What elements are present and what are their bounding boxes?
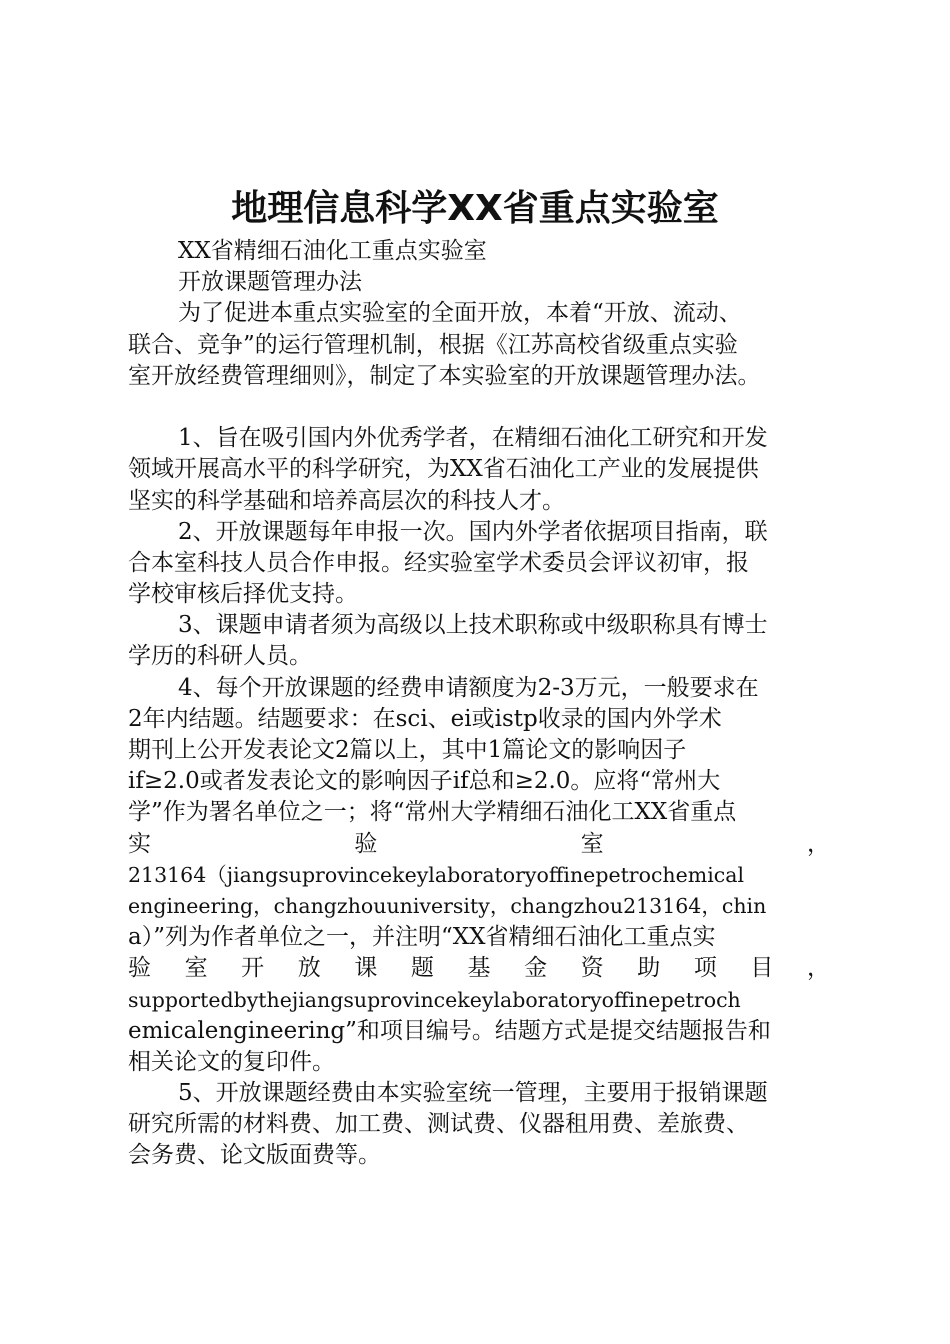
paragraph-line: 研究所需的材料费、加工费、测试费、仪器租用费、差旅费、: [128, 1111, 749, 1138]
paragraph-line: 213164（jiangsuprovincekeylaboratoryoffinepetrochemical: [128, 862, 745, 887]
paragraph-line: 2、开放课题每年申报一次。国内外学者依据项目指南，联: [178, 518, 768, 545]
subtitle-line: 开放课题管理办法: [178, 269, 362, 296]
paragraph-line: 坚实的科学基础和培养高层次的科技人才。: [128, 487, 565, 514]
paragraph-line: 3、课题申请者须为高级以上技术职称或中级职称具有博士: [178, 612, 768, 639]
paragraph-line: 会务费、论文版面费等。: [128, 1142, 381, 1169]
paragraph-line: 期刊上公开发表论文2篇以上，其中1篇论文的影响因子: [128, 737, 687, 763]
paragraph-line: 实 验 室 ，: [128, 830, 830, 857]
paragraph-line: supportedbythejiangsuprovincekeylaboratoryoffinepetroch: [128, 987, 741, 1012]
paragraph-line: 领域开展高水平的科学研究，为XX省石油化工产业的发展提供: [128, 456, 759, 483]
paragraph-line: 学”作为署名单位之一；将“常州大学精细石油化工XX省重点: [128, 799, 737, 826]
paragraph-line: 验 室 开 放 课 题 基 金 资 助 项 目 ，: [128, 955, 830, 982]
paragraph-line: 为了促进本重点实验室的全面开放，本着“开放、流动、: [178, 300, 742, 327]
paragraph-line: 相关论文的复印件。: [128, 1048, 335, 1075]
paragraph-line: 学校审核后择优支持。: [128, 581, 358, 608]
document-body: [128, 236, 830, 1172]
document-title: 地理信息科学XX省重点实验室: [231, 188, 719, 229]
paragraph-line: 学历的科研人员。: [128, 643, 312, 670]
paragraph-line: 联合、竞争”的运行管理机制，根据《江苏高校省级重点实验: [128, 331, 738, 358]
paragraph-line: 2年内结题。结题要求：在sci、ei或istp收录的国内外学术: [128, 705, 722, 732]
paragraph-line: 4、每个开放课题的经费申请额度为2-3万元，一般要求在: [178, 674, 759, 701]
paragraph-line: emicalengineering”和项目编号。结题方式是提交结题报告和: [128, 1017, 771, 1044]
paragraph-line: engineering，changzhouuniversity，changzhou213164，chin: [128, 893, 767, 918]
paragraph-line: if≥2.0或者发表论文的影响因子if总和≥2.0。应将“常州大: [128, 768, 721, 795]
blank-line: [128, 392, 830, 423]
paragraph-line: 5、开放课题经费由本实验室统一管理，主要用于报销课题: [178, 1080, 768, 1107]
paragraph-line: 合本室科技人员合作申报。经实验室学术委员会评议初审，报: [128, 549, 749, 576]
paragraph-line: a）”列为作者单位之一，并注明“XX省精细石油化工重点实: [128, 924, 716, 951]
paragraph-line: 室开放经费管理细则》，制定了本实验室的开放课题管理办法。: [128, 362, 761, 389]
paragraph-line: 1、旨在吸引国内外优秀学者，在精细石油化工研究和开发: [178, 425, 768, 452]
subtitle-line: XX省精细石油化工重点实验室: [178, 238, 487, 264]
